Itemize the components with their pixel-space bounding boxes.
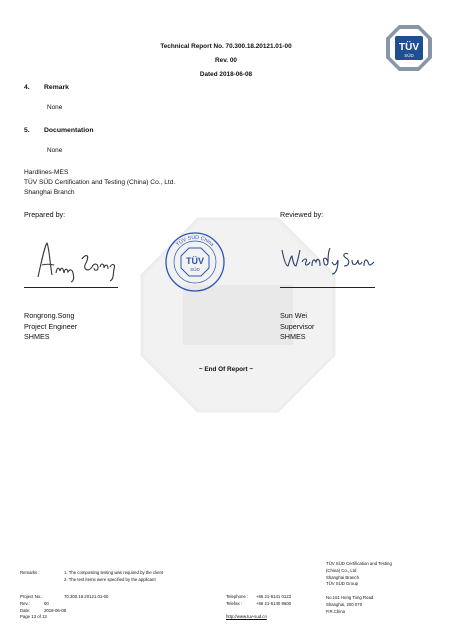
company-line-2: (China) Co., Ltd [326, 567, 357, 573]
reviewer-signature-line [280, 287, 375, 288]
official-stamp [164, 231, 226, 293]
footer-project-info [20, 594, 108, 621]
preparer-signature-line [24, 287, 118, 288]
section-documentation-heading [24, 127, 93, 134]
org-line-3: Shanghai Branch [24, 189, 75, 196]
prepared-by-label: Prepared by: [24, 210, 66, 219]
org-line-1: Hardlines-MES [24, 169, 69, 176]
company-line-4: TÜV SÜD Group [326, 581, 358, 587]
section-title: Remark [44, 84, 69, 91]
date-value: 2018-06-08 [44, 607, 66, 613]
reviewed-by-label: Reviewed by: [280, 210, 324, 219]
report-title: Technical Report No. 70.300.18.20121.01-00 [160, 43, 292, 50]
website-link[interactable]: http://www.tuv-sud.cn [226, 614, 267, 620]
telephone-label: Telephone : [226, 594, 249, 599]
preparer-name: Rongrong.Song [24, 311, 75, 320]
reviewer-signature [278, 240, 378, 278]
telephone-value: +86 21-6141 0123 [256, 594, 292, 599]
address-line-2: Shanghai, 200 070 [326, 601, 363, 607]
telefax-value: +86 21-6140 8600 [256, 600, 292, 606]
reviewer-title: Supervisor [280, 321, 315, 331]
telefax-label: Telefax : [226, 600, 243, 606]
preparer-title: Project Engineer [24, 321, 78, 331]
address-line-1: No.151 Heng Tong Road [326, 594, 374, 600]
preparer-details [24, 311, 77, 343]
preparer-signature [30, 237, 122, 283]
section-documentation-text: None [47, 147, 63, 154]
project-value: 70.300.18.20121.01-00 [64, 594, 109, 599]
project-label: Project No.: [20, 594, 43, 599]
reviewer-details [280, 311, 314, 343]
stamp-sub-text: SÜD [190, 267, 200, 272]
logo-text: TÜV [399, 42, 419, 53]
remarks-label: Remarks : [20, 570, 40, 575]
date-label: Date: [20, 607, 31, 613]
end-of-report: ~ End Of Report ~ [198, 366, 254, 373]
footer-company [326, 561, 392, 615]
stamp-ring-text: TÜV SÜD China [175, 234, 215, 248]
section-number: 5. [24, 127, 30, 134]
logo-subtext: SÜD [404, 53, 414, 58]
organization-block [24, 168, 175, 198]
report-rev: Rev. 00 [215, 57, 237, 64]
remark-2: 2. The test items were specified by the applicant [64, 576, 156, 582]
reviewer-name: Sun Wei [280, 311, 308, 320]
rev-label: Rev.: [20, 600, 30, 606]
footer-contact [226, 594, 291, 621]
address-line-3: P.R.China [326, 608, 346, 614]
company-line-3: Shanghai Branch [326, 574, 359, 580]
section-remark-heading [24, 84, 69, 91]
footer-remarks [20, 570, 163, 584]
page-number: Page 13 of 13 [20, 614, 47, 620]
rev-value: 00 [44, 600, 49, 606]
section-number: 4. [24, 84, 30, 91]
stamp-center-text: TÜV [186, 256, 204, 266]
company-line-1: TÜV SÜD Certification and Testing [326, 561, 392, 566]
tuv-logo [385, 24, 433, 72]
preparer-dept: SHMES [24, 332, 50, 341]
section-remark-text: None [47, 104, 63, 111]
section-title: Documentation [44, 127, 94, 134]
reviewer-dept: SHMES [280, 332, 306, 341]
report-dated: Dated 2018-06-08 [199, 71, 253, 78]
org-line-2: TÜV SÜD Certification and Testing (China) Co., Ltd. [24, 179, 176, 186]
remark-1: 1. The composting testing was required by the client [64, 570, 164, 575]
